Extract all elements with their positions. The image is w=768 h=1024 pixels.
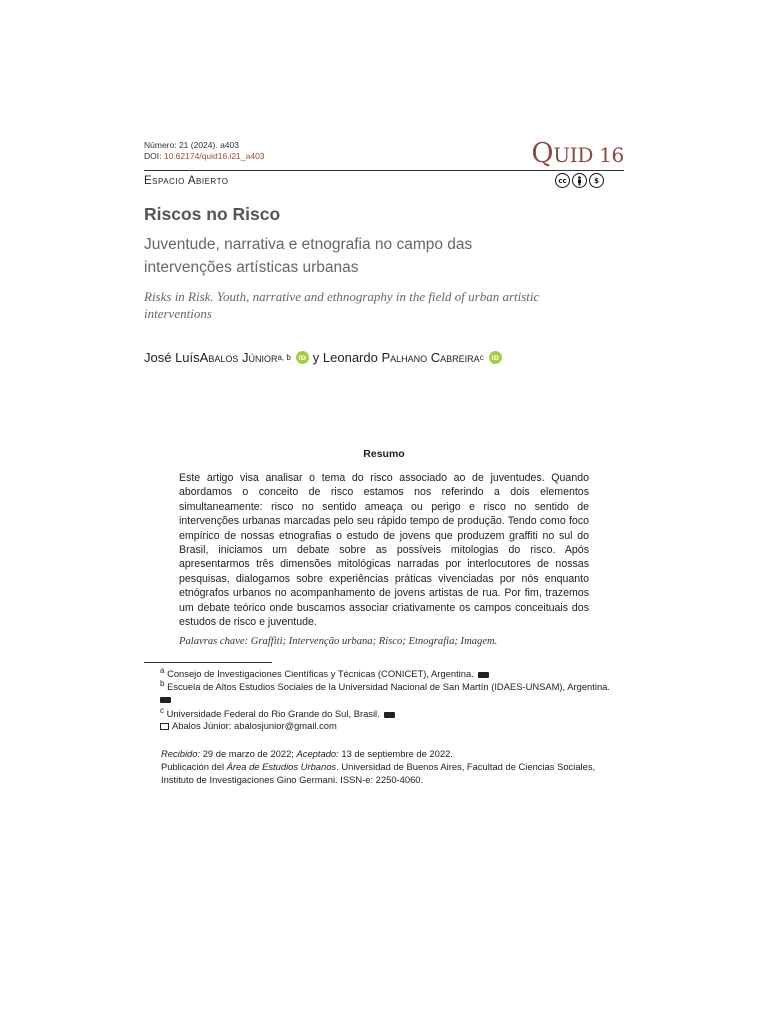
author-list: José Luís Abalos Júnior a, b iD y Leonardo Palhano Cabreira c iD	[144, 350, 506, 365]
orcid-icon[interactable]: iD	[296, 351, 309, 364]
author-email[interactable]: Abalos Júnior: abalosjunior@gmail.com	[160, 720, 630, 732]
doi-link[interactable]: 10.62174/quid16.i21_a403	[163, 151, 265, 161]
footnote-c: $^c$ Universidade Federal do Rio Grande do Sul, Brasil.	[160, 708, 630, 720]
footnote-a: $^a$ Consejo de Investigaciones Científicas y Técnicas (CONICET), Argentina.	[160, 668, 630, 680]
header-divider	[144, 170, 624, 171]
ror-icon[interactable]	[384, 712, 395, 718]
by-icon	[572, 173, 587, 188]
doi-label: DOI:	[144, 151, 162, 161]
nc-icon: $	[589, 173, 604, 188]
author-conjunction: y Leonardo	[312, 350, 378, 365]
issue-number: Número: 21 (2024). a403	[144, 140, 239, 150]
ror-icon[interactable]	[478, 672, 489, 678]
abstract-heading: Resumo	[363, 448, 405, 460]
journal-title: QUID 16	[531, 138, 624, 169]
section-label: Espacio Abierto	[144, 175, 229, 187]
author1-family: Abalos Júnior	[199, 350, 278, 365]
cc-icon: cc	[555, 173, 570, 188]
article-subtitle-english: Risks in Risk. Youth, narrative and ethnography in the field of urban artistic interventions	[144, 289, 540, 321]
license-icons[interactable]	[555, 173, 604, 188]
footnote-divider	[144, 662, 272, 663]
article-subtitle: Juventude, narrativa e etnografia no campo das intervenções artísticas urbanas	[144, 236, 473, 276]
publication-info: Recibido: 29 de marzo de 2022; Aceptado: 13 de septiembre de 2022. Publicación del Área de Estudios Urbanos. Universidad de Buenos Aires, Facultad de Ciencias Sociales, Instituto de Investigaciones Gino Germani. ISSN-e: 2250-4060.	[161, 748, 596, 785]
author2-family: Palhano Cabreira	[381, 350, 480, 365]
footnote-b: $^b$ Escuela de Altos Estudios Sociales de la Universidad Nacional de San Martín (IDAES-UNSAM), Argentina.	[160, 681, 630, 705]
orcid-icon[interactable]: iD	[489, 351, 502, 364]
article-title: Riscos no Risco	[144, 204, 281, 224]
keywords: Palavras chave: Graffiti; Intervenção urbana; Risco; Etnografia; Imagem.	[179, 636, 498, 647]
ror-icon[interactable]	[160, 697, 171, 703]
journal-header	[144, 138, 624, 169]
abstract-body: Este artigo visa analisar o tema do risco associado ao de juventudes. Quando abordamos o conceito de risco estamos nos referindo a dois elementos simultaneamente: risco no sentido ameaça ou perigo e risco no sentido de intervenções urbanas marcadas pelo seu rápido tempo de produção. Tendo como foco empírico de nossas etnografias o estudo de jovens que produzem graffiti no sul do Brasil, iniciamos um debate sobre as possíveis mitologias do risco. Após apresentarmos três dimensões mitológicas narradas por interlocutores de nossas pesquisas, dialogamos sobre experiências práticas vivenciadas por nós enquanto etnógrafos urbanos no acompanhamento de jovens artistas de rua. Por fim, trazemos um debate teórico onde buscamos associar criativamente os campos conceituais dos estudos de risco e juventude.	[179, 472, 589, 629]
author1-given: José Luís	[144, 350, 200, 365]
envelope-icon	[160, 723, 169, 730]
